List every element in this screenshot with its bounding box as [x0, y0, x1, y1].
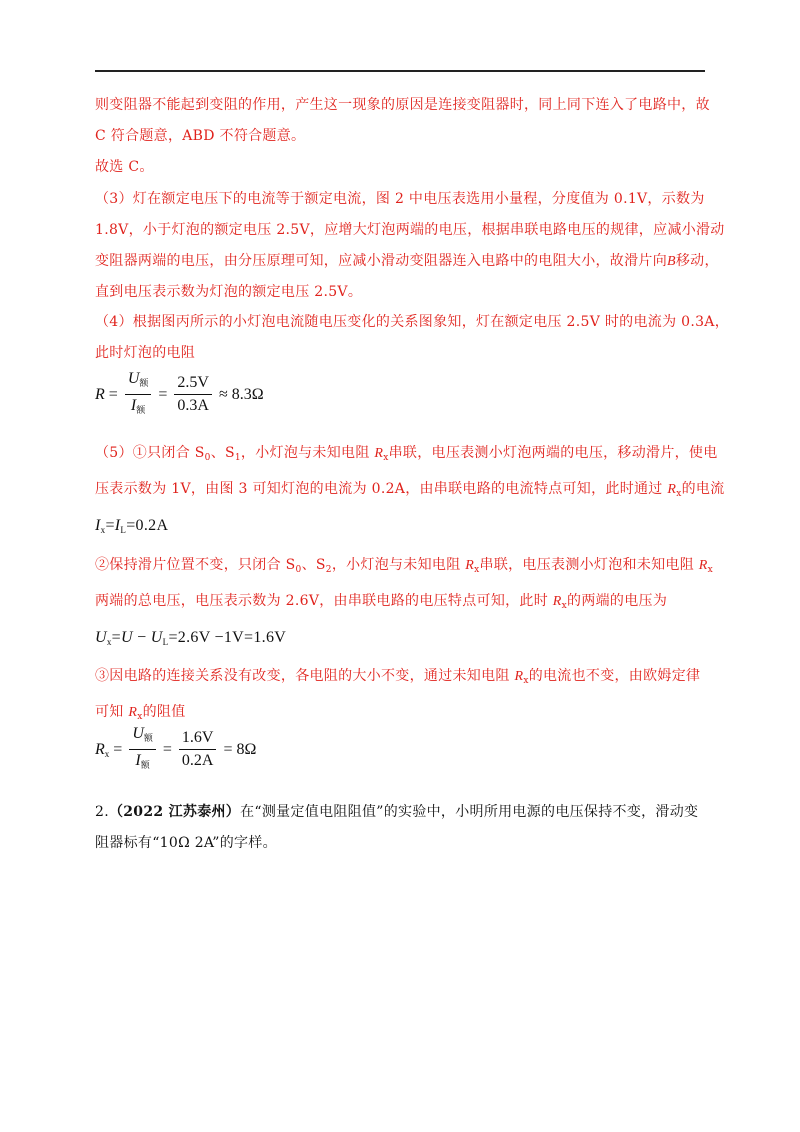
header-rule	[95, 70, 705, 72]
paragraph-part-4	[95, 307, 730, 369]
text-line: 两端的总电压，电压表示数为 2.6V，由串联电路的电压特点可知，此时 $R_x$的两端的电压为	[95, 593, 668, 611]
text-line: 变阻器两端的电压，由分压原理可知，应减小滑动变阻器连入电路中的电阻大小，故滑片向B移动，	[95, 253, 719, 269]
equation-current: $I_x=I_L=0.2A$	[95, 517, 169, 535]
text-line: 此时灯泡的电阻	[95, 345, 196, 361]
fraction: $\frac{U_额}{I_额}$	[125, 370, 152, 419]
paragraph-part-3	[95, 184, 725, 308]
text-line: 则变阻器不能起到变阻的作用，产生这一现象的原因是连接变阻器时，同上同下连入了电路中，故	[95, 97, 710, 113]
formula-unknown-resistance: $R_x$ = $\frac{U_额}{I_额}$ = $\frac{1.6V}{0.2A}$ = 8Ω	[95, 725, 256, 774]
text-line: 可知 $R_x$的阻值	[95, 704, 186, 722]
fraction: $\frac{U_额}{I_额}$	[129, 725, 156, 774]
equation-voltage: $U_x=U - U_L=2.6V -1V=1.6V$	[95, 629, 287, 647]
text-line: C 符合题意，ABD 不符合题意。	[95, 128, 306, 144]
fraction: $\frac{1.6V}{0.2A}$	[179, 729, 217, 770]
question-source: （2022 江苏泰州）	[108, 804, 241, 820]
question-2	[95, 797, 710, 859]
question-number: 2.	[95, 804, 109, 820]
text-line: 压表示数为 1V，由图 3 可知灯泡的电流为 0.2A，由串联电路的电流特点可知，此时通过 $R_x$的电流	[95, 481, 725, 499]
variable-b: B	[667, 254, 676, 269]
text-line: 2.（2022 江苏泰州）在“测量定值电阻阻值”的实验中，小明所用电源的电压保持不变，滑动变	[95, 804, 699, 820]
text-line: （4）根据图丙所示的小灯泡电流随电压变化的关系图象知，灯在额定电压 2.5V 时的电流为 0.3A，	[95, 314, 730, 330]
text-line: 阻器标有“10Ω 2A”的字样。	[95, 835, 277, 851]
text-line: （3）灯在额定电压下的电流等于额定电流，图 2 中电压表选用小量程，分度值为 0.1V，示数为	[95, 191, 705, 207]
paragraph-part-5	[95, 438, 725, 546]
paragraph-step-3	[95, 661, 710, 733]
text-line: 1.8V，小于灯泡的额定电压 2.5V，应增大灯泡两端的电压，根据串联电路电压的规律，应减小滑动	[95, 222, 725, 238]
text-line: （5）①只闭合 $S_0$、$S_1$，小灯泡与未知电阻 $R_x$串联，电压表测小灯泡两端的电压，移动滑片，使电	[95, 445, 718, 463]
text-line: ③因电路的连接关系没有改变，各电阻的大小不变，通过未知电阻 $R_x$的电流也不变，由欧姆定律	[95, 668, 701, 686]
text-line: 故选 C。	[95, 159, 154, 175]
fraction: $\frac{2.5V}{0.3A}$	[174, 374, 212, 415]
paragraph-conclusion	[95, 90, 710, 183]
text-line: ②保持滑片位置不变，只闭合 $S_0$、$S_2$，小灯泡与未知电阻 $R_x$串联，电压表测小灯泡和未知电阻 $R_x$	[95, 557, 714, 575]
text-line: 直到电压表示数为灯泡的额定电压 2.5V。	[95, 284, 363, 300]
paragraph-step-2	[95, 550, 714, 658]
formula-lamp-resistance: R = $\frac{U_额}{I_额}$ = $\frac{2.5V}{0.3A}$ ≈ 8.3Ω	[95, 370, 264, 419]
